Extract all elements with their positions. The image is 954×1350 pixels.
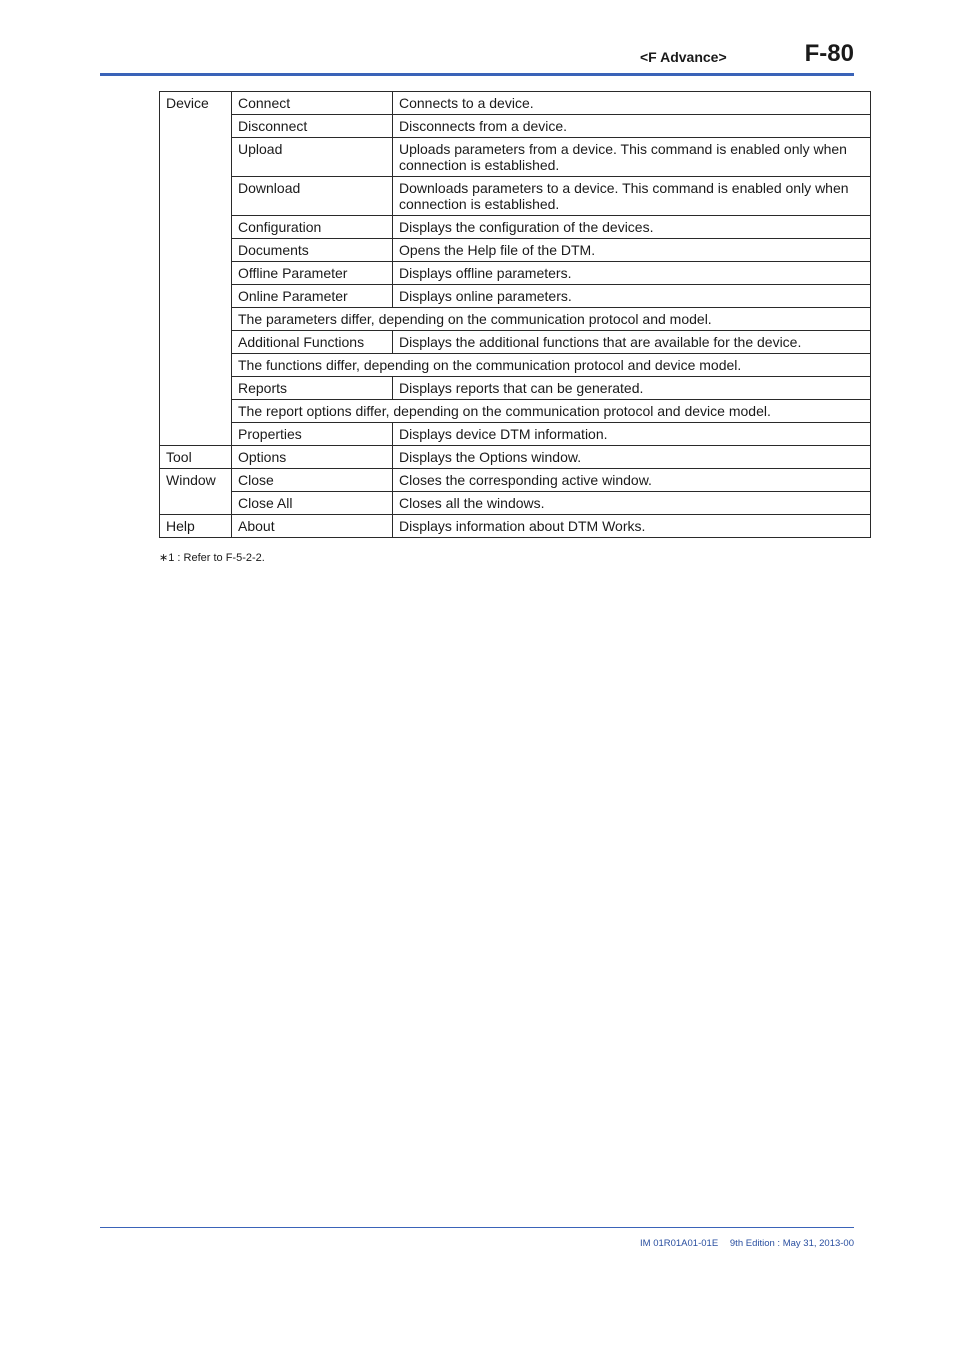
description-cell: Opens the Help file of the DTM. <box>393 239 871 262</box>
table-row <box>160 423 871 446</box>
command-cell: Reports <box>232 377 393 400</box>
table-row <box>160 446 871 469</box>
note-cell: The functions differ, depending on the communication protocol and device model. <box>232 354 871 377</box>
command-cell: Close All <box>232 492 393 515</box>
header-divider <box>100 73 854 76</box>
command-cell: Offline Parameter <box>232 262 393 285</box>
command-cell: Download <box>232 177 393 216</box>
description-cell: Displays device DTM information. <box>393 423 871 446</box>
command-cell: Options <box>232 446 393 469</box>
table-note-row <box>160 354 871 377</box>
table-row <box>160 115 871 138</box>
description-cell: Closes the corresponding active window. <box>393 469 871 492</box>
table-row <box>160 138 871 177</box>
table-row <box>160 331 871 354</box>
table-row <box>160 216 871 239</box>
menu-command-table <box>159 91 871 538</box>
note-cell: The parameters differ, depending on the communication protocol and model. <box>232 308 871 331</box>
table-row <box>160 239 871 262</box>
footnote: ∗1 : Refer to F-5-2-2. <box>159 552 265 564</box>
command-cell: Configuration <box>232 216 393 239</box>
command-cell: Online Parameter <box>232 285 393 308</box>
menu-cell: Help <box>160 515 232 538</box>
menu-cell: Tool <box>160 446 232 469</box>
table-row <box>160 262 871 285</box>
menu-cell: Device <box>160 92 232 446</box>
description-cell: Displays reports that can be generated. <box>393 377 871 400</box>
table-row <box>160 515 871 538</box>
description-cell: Displays information about DTM Works. <box>393 515 871 538</box>
note-cell: The report options differ, depending on the communication protocol and device model. <box>232 400 871 423</box>
table-row <box>160 285 871 308</box>
description-cell: Displays offline parameters. <box>393 262 871 285</box>
table-note-row <box>160 308 871 331</box>
table-row <box>160 92 871 115</box>
command-cell: Properties <box>232 423 393 446</box>
edition-info: 9th Edition : May 31, 2013-00 <box>729 1238 854 1249</box>
description-cell: Displays the Options window. <box>393 446 871 469</box>
description-cell: Downloads parameters to a device. This command is enabled only when connection is established. <box>393 177 871 216</box>
command-cell: About <box>232 515 393 538</box>
command-cell: Additional Functions <box>232 331 393 354</box>
menu-cell: Window <box>160 469 232 515</box>
description-cell: Displays the configuration of the devices. <box>393 216 871 239</box>
description-cell: Connects to a device. <box>393 92 871 115</box>
table-row <box>160 492 871 515</box>
command-cell: Close <box>232 469 393 492</box>
description-cell: Disconnects from a device. <box>393 115 871 138</box>
footer-divider <box>100 1227 854 1228</box>
command-cell: Connect <box>232 92 393 115</box>
description-cell: Displays the additional functions that are available for the device. <box>393 331 871 354</box>
command-cell: Disconnect <box>232 115 393 138</box>
description-cell: Closes all the windows. <box>393 492 871 515</box>
section-title: <F Advance> <box>640 49 727 65</box>
table-note-row <box>160 400 871 423</box>
command-cell: Upload <box>232 138 393 177</box>
table-row <box>160 377 871 400</box>
description-cell: Uploads parameters from a device. This command is enabled only when connection is established. <box>393 138 871 177</box>
description-cell: Displays online parameters. <box>393 285 871 308</box>
table-row <box>160 177 871 216</box>
command-cell: Documents <box>232 239 393 262</box>
table-row <box>160 469 871 492</box>
page-number: F-80 <box>804 40 854 67</box>
document-id: IM 01R01A01-01E <box>640 1238 719 1249</box>
